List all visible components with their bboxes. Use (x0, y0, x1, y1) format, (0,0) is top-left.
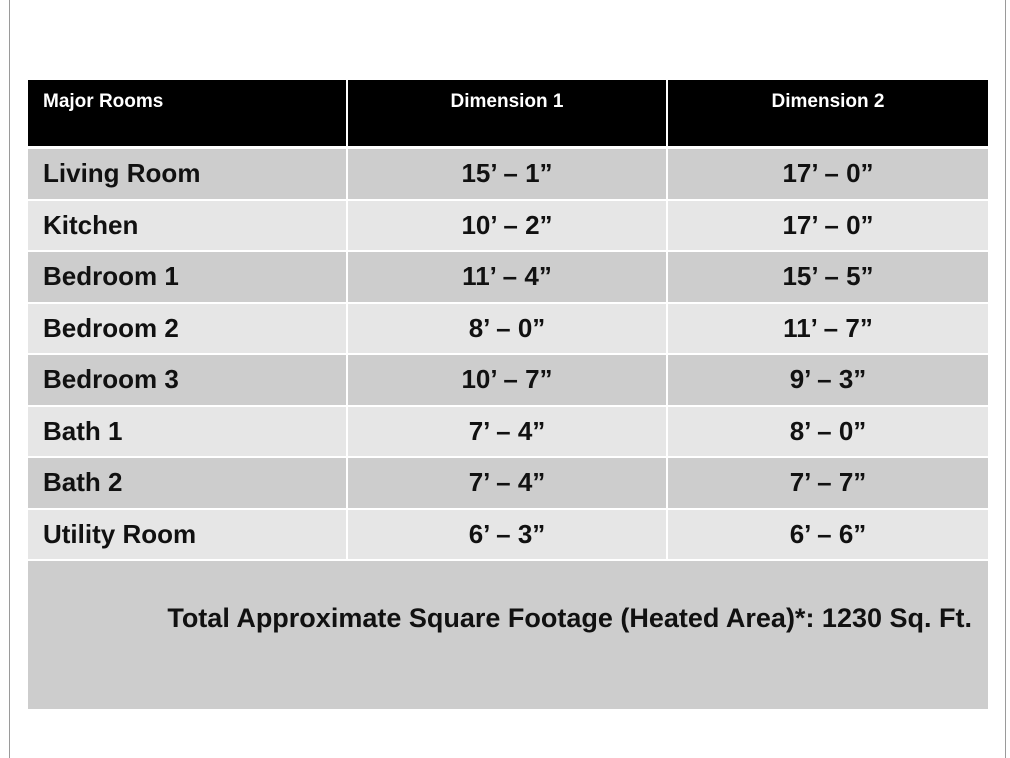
table-row (28, 407, 988, 459)
dimension-2: 6’ – 6” (789, 518, 867, 549)
dimension-2: 8’ – 0” (789, 415, 867, 446)
table-row (28, 458, 988, 510)
dimension-2: 9’ – 3” (789, 364, 867, 395)
table-row (28, 510, 988, 562)
dimension-2: 7’ – 7” (789, 467, 867, 498)
dimension-1: 7’ – 4” (348, 458, 668, 508)
room-name: Kitchen (28, 201, 348, 251)
dimension-1: 10’ – 2” (348, 201, 668, 251)
total-square-footage-row (28, 561, 988, 709)
page-edge-right (1005, 0, 1006, 758)
room-name: Living Room (28, 149, 348, 199)
room-name: Bedroom 3 (28, 355, 348, 405)
dimension-1: 6’ – 3” (348, 510, 668, 560)
dimension-1: 15’ – 1” (348, 149, 668, 199)
room-name: Bedroom 2 (28, 304, 348, 354)
table-header-row (28, 80, 988, 146)
room-name: Bath 1 (28, 407, 348, 457)
dimension-1: 11’ – 4” (348, 252, 668, 302)
room-dimensions-table (28, 80, 988, 709)
table-row (28, 149, 988, 201)
table-row (28, 355, 988, 407)
dimension-2: 15’ – 5” (782, 261, 874, 292)
room-name: Bath 2 (28, 458, 348, 508)
room-name: Bedroom 1 (28, 252, 348, 302)
header-major-rooms: Major Rooms (28, 80, 348, 146)
table-row (28, 252, 988, 304)
dimension-2: 17’ – 0” (782, 209, 874, 240)
room-name: Utility Room (28, 510, 348, 560)
table-row (28, 304, 988, 356)
dimension-1: 7’ – 4” (348, 407, 668, 457)
dimension-1: 10’ – 7” (348, 355, 668, 405)
total-square-footage: Total Approximate Square Footage (Heated Area)*: 1230 Sq. Ft. (167, 603, 972, 633)
header-dimension-1: Dimension 1 (348, 80, 668, 146)
dimension-2: 11’ – 7” (783, 312, 873, 343)
dimension-1: 8’ – 0” (348, 304, 668, 354)
dimension-2: 17’ – 0” (782, 158, 874, 189)
page-edge-left (9, 0, 10, 758)
header-dimension-2: Dimension 2 (771, 91, 885, 112)
table-row (28, 201, 988, 253)
